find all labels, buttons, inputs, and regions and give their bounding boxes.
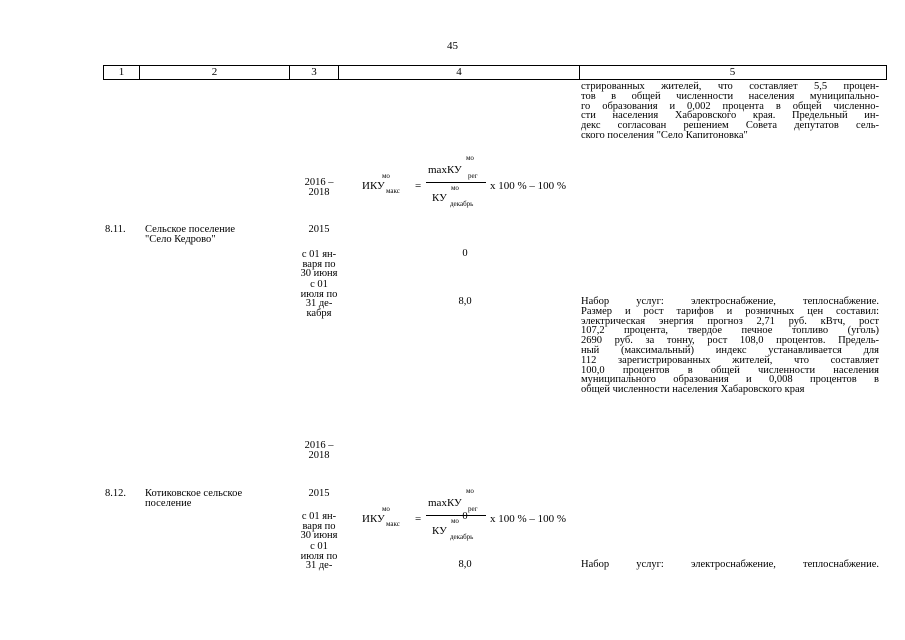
index-value-h1-8-11: 0	[462, 248, 468, 259]
formula-mo-bottom: мо	[451, 517, 459, 525]
header-col-1: 1	[104, 66, 140, 79]
desc-line: го образования и 0,002 процента в общей численно-	[581, 100, 879, 112]
formula-mo-bottom: мо	[451, 184, 459, 192]
year-8-11: 2015	[308, 224, 330, 235]
row-number-8-12: 8.12.	[105, 488, 126, 499]
desc-line: тов в общей численности населения муниципально-	[581, 90, 879, 102]
period-h1-8-11: с 01 ян- варя по 30 июня	[300, 249, 338, 280]
formula-mo-top: мо	[466, 154, 474, 162]
year-8-12: 2015	[308, 488, 330, 499]
desc-line: 2690 руб. за тонну, рост 108,0 процентов. Предель-	[581, 335, 879, 347]
formula-mo: мо	[382, 505, 390, 513]
formula-1	[360, 152, 590, 222]
desc-line: стрированных жителей, что составляет 5,5 процен-	[581, 81, 879, 92]
formula-reg: рег	[468, 505, 478, 513]
formula-mo-top: мо	[466, 487, 474, 495]
desc-line: ный (максимальный) индекс устанавливается для	[581, 344, 879, 356]
page-number: 45	[447, 40, 458, 52]
index-value-h1-8-12: 0	[462, 511, 468, 522]
table-header-row	[103, 65, 887, 80]
desc-line: муниципального образования и 0,008 процентов в	[581, 374, 879, 386]
formula-dec: декабрь	[450, 533, 474, 541]
period-2016-2018-8-11: 2016 – 2018	[304, 440, 334, 461]
formula-tail: x 100 % – 100 %	[490, 180, 567, 192]
formula-tail: x 100 % – 100 %	[490, 513, 567, 525]
desc-line: 107,2 процента, твердое печное топливо (уголь)	[581, 325, 879, 337]
header-col-3: 3	[290, 66, 339, 79]
desc-line: общей численности населения Хабаровского края	[581, 384, 805, 396]
description-8-11	[581, 297, 879, 395]
desc-line: электрическая энергия прогноз 2,71 руб. кВтч, рост	[581, 315, 879, 327]
fraction-line	[426, 182, 486, 183]
period-h2-8-11: с 01 июля по 31 де- кабря	[300, 279, 338, 319]
desc-line: ского поселения "Село Капитоновка"	[581, 129, 748, 141]
desc-line: сти населения Хабаровского края. Предельный ин-	[581, 110, 879, 122]
index-value-h2-8-12: 8,0	[458, 559, 472, 570]
desc-line: Размер и рост тарифов и розничных цен составил:	[581, 305, 879, 317]
formula-iku: ИКУ	[362, 513, 385, 525]
desc-line: Набор услуг: электроснабжение, теплоснабжение.	[581, 296, 879, 307]
formula-iku: ИКУ	[362, 180, 385, 192]
top-block-description	[581, 82, 879, 141]
desc-line: 100,0 процентов в общей численности населения	[581, 364, 879, 376]
formula-maks: макс	[386, 187, 400, 195]
formula-mo: мо	[382, 172, 390, 180]
period-h1-8-12: с 01 ян- варя по 30 июня	[300, 511, 338, 542]
period-h2-8-12: с 01 июля по 31 де-	[300, 541, 338, 572]
description-8-12	[581, 560, 879, 570]
desc-line: 112 зарегистрированных жителей, что составляет	[581, 354, 879, 366]
formula-ku: КУ	[432, 525, 447, 537]
municipality-name-8-11: Сельское поселение "Село Кедрово"	[145, 224, 236, 245]
municipality-name-8-12: Котиковское сельское поселение	[145, 488, 243, 509]
formula-ku: КУ	[432, 192, 447, 204]
formula-max: maxКУ	[428, 497, 462, 509]
formula-maks: макс	[386, 520, 400, 528]
formula-max: maxКУ	[428, 164, 462, 176]
top-block-period: 2016 – 2018	[304, 177, 334, 198]
formula-dec: декабрь	[450, 200, 474, 208]
formula-eq: =	[415, 180, 422, 192]
formula-reg: рег	[468, 172, 478, 180]
header-col-4: 4	[339, 66, 580, 79]
index-value-h2-8-11: 8,0	[458, 296, 472, 307]
row-number-8-11: 8.11.	[105, 224, 126, 235]
formula-eq: =	[415, 513, 422, 525]
header-col-2: 2	[140, 66, 290, 79]
header-col-5: 5	[729, 66, 736, 78]
desc-line: декс согласован решением Совета депутатов сель-	[581, 120, 879, 132]
desc-line: Набор услуг: электроснабжение, теплоснабжение.	[581, 559, 879, 570]
